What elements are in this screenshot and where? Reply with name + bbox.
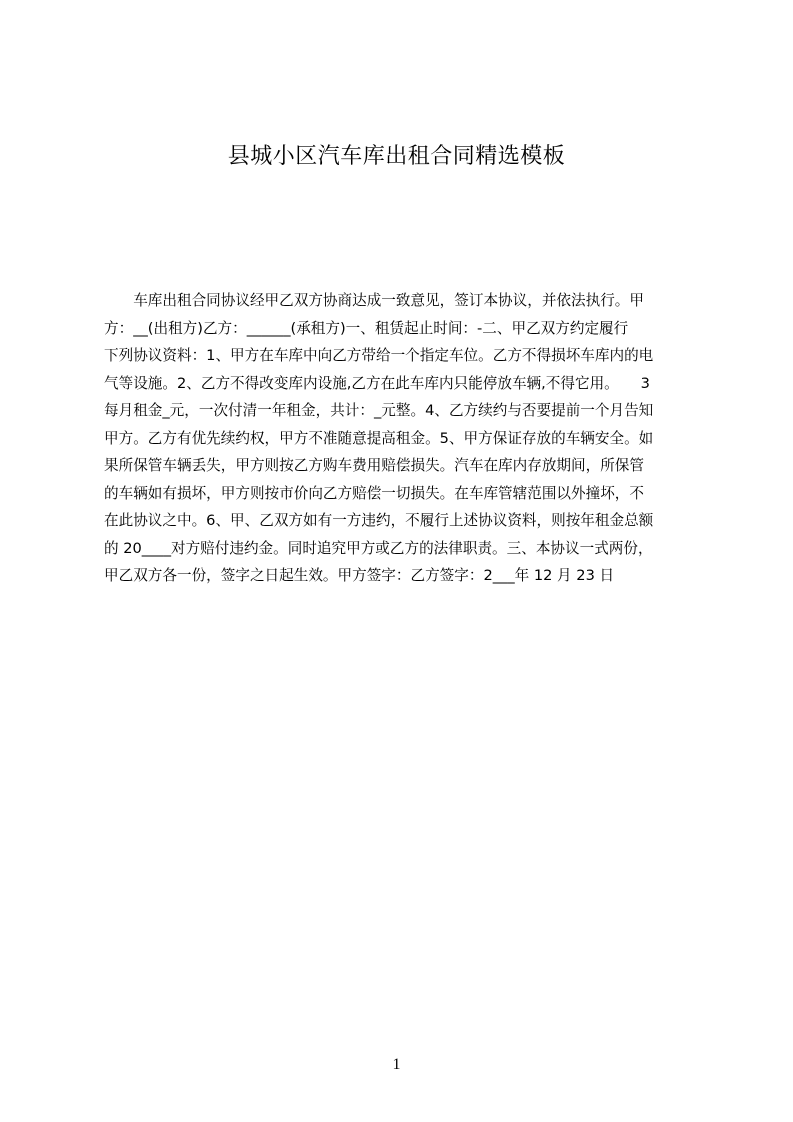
- document-title: 县城小区汽车库出租合同精选模板: [227, 144, 566, 169]
- page-number: 1: [392, 1056, 401, 1073]
- body-line: 的车辆如有损坏，甲方则按市价向乙方赔偿一切损失。在车库管辖范围以外撞坏，不: [104, 484, 644, 502]
- body-line: 果所保管车辆丢失，甲方则按乙方购车费用赔偿损失。汽车在库内存放期间，所保管: [104, 457, 644, 474]
- contract-body: [104, 287, 699, 590]
- body-line: 在此协议之中。6、甲、乙双方如有一方违约，不履行上述协议资料，则按年租金总额: [104, 512, 654, 529]
- body-line: 每月租金_元，一次付清一年租金，共计：_元整。4、乙方续约与否要提前一个月告知: [104, 402, 654, 419]
- body-line: 甲乙双方各一份，签字之日起生效。甲方签字：乙方签字：2___年 12 月 23 日: [104, 567, 615, 584]
- body-line: 下列协议资料：1、甲方在车库中向乙方带给一个指定车位。乙方不得损坏车库内的电: [104, 347, 654, 364]
- body-line: 气等设施。2、乙方不得改变库内设施,乙方在此车库内只能停放车辆,不得它用。 3: [104, 374, 650, 392]
- body-line: 方：__(出租方)乙方：______(承租方)一、租赁起止时间：-二、甲乙双方约定履行: [104, 319, 629, 337]
- body-line: 甲方。乙方有优先续约权，甲方不准随意提高租金。5、甲方保证存放的车辆安全。如: [104, 429, 654, 447]
- body-line: 的 20____对方赔付违约金。同时追究甲方或乙方的法律职责。三、本协议一式两份，: [104, 539, 653, 557]
- body-line: 车库出租合同协议经甲乙双方协商达成一致意见，签订本协议，并依法执行。甲: [104, 292, 644, 309]
